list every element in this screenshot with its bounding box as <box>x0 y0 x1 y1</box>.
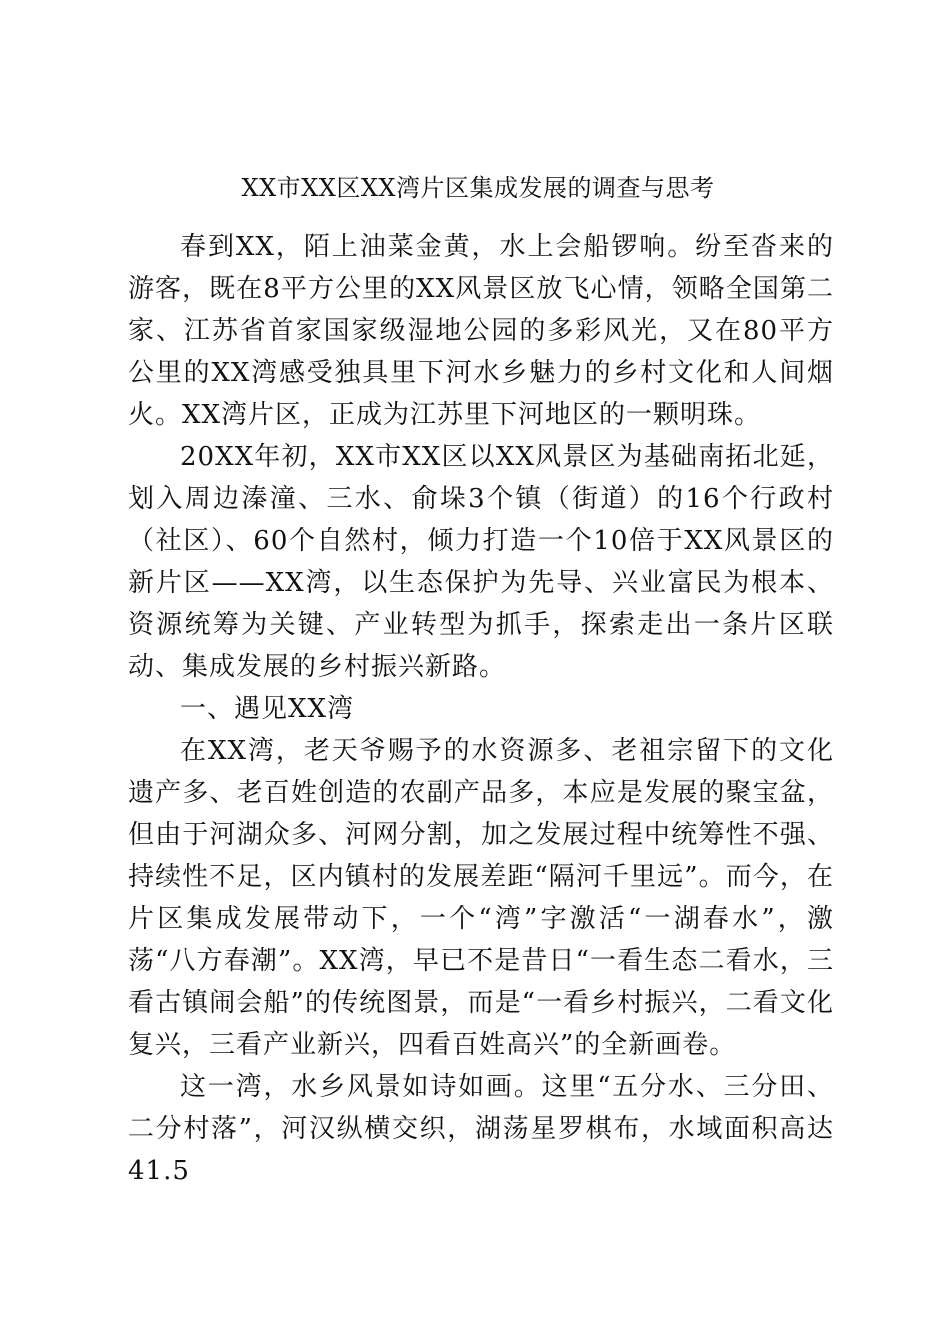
paragraph-section-1: 在XX湾，老天爷赐予的水资源多、老祖宗留下的文化遗产多、老百姓创造的农副产品多，本应是发展的聚宝盆，但由于河湖众多、河网分割，加之发展过程中统筹性不强、持续性不足，区内镇村的发展差距“隔河千里远”。而今，在片区集成发展带动下，一个“湾”字激活“一湖春水”，激荡“八方春潮”。XX湾，早已不是昔日“一看生态二看水，三看古镇闹会船”的传统图景，而是“一看乡村振兴，二看文化复兴，三看产业新兴，四看百姓高兴”的全新画卷。 <box>128 736 834 1060</box>
section-heading: 一、遇见XX湾 <box>180 694 355 724</box>
paragraph-section-2: 这一湾，水乡风景如诗如画。这里“五分水、三分田、二分村落”，河汉纵横交织，湖荡星罗棋布，水域面积高达41.5 <box>128 1072 834 1186</box>
document-title: XX市XX区XX湾片区集成发展的调查与思考 <box>241 174 715 202</box>
paragraph-intro: 春到XX，陌上油菜金黄，水上会船锣响。纷至沓来的游客，既在8平方公里的XX风景区放飞心情，领略全国第二家、江苏省首家国家级湿地公园的多彩风光，又在80平方公里的XX湾感受独具里下河水乡魅力的乡村文化和人间烟火。XX湾片区，正成为江苏里下河地区的一颗明珠。 <box>128 232 834 430</box>
document-body <box>128 226 834 1192</box>
paragraph-background: 20XX年初，XX市XX区以XX风景区为基础南拓北延，划入周边溱潼、三水、俞垛3个镇（街道）的16个行政村（社区）、60个自然村，倾力打造一个10倍于XX风景区的新片区——XX湾，以生态保护为先导、兴业富民为根本、资源统筹为关键、产业转型为抓手，探索走出一条片区联动、集成发展的乡村振兴新路。 <box>128 442 834 682</box>
